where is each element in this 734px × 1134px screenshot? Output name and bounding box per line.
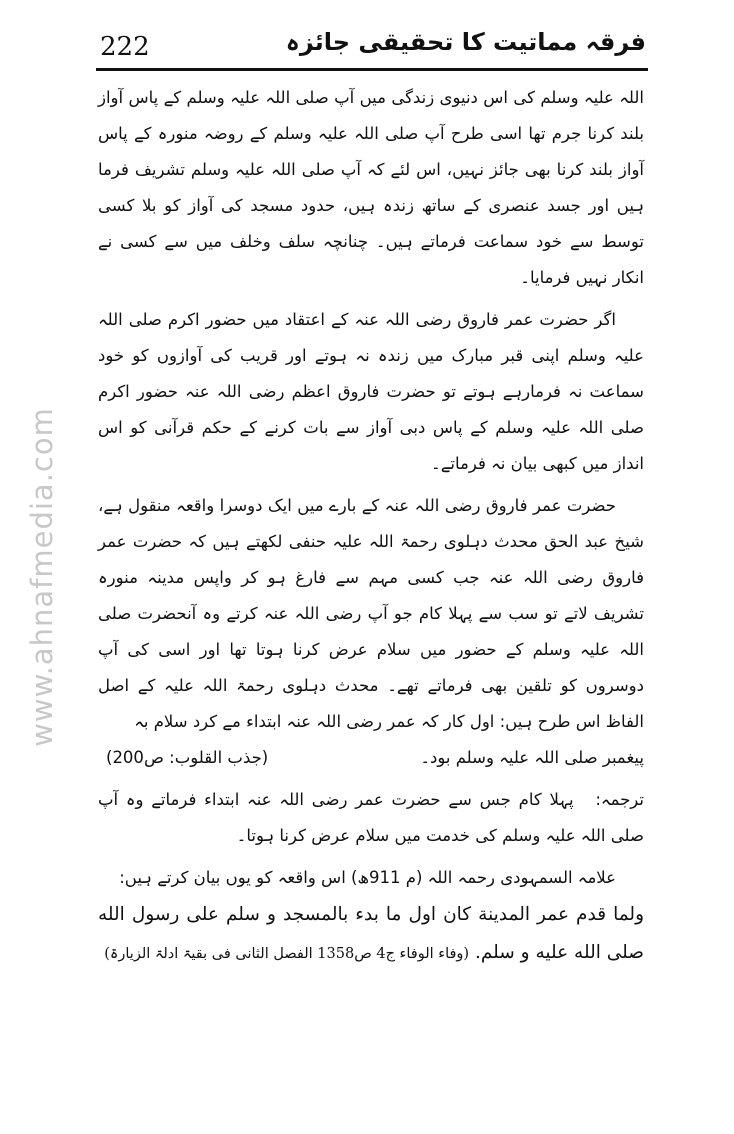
page-body (98, 80, 644, 973)
translation-text: پہلا کام جس سے حضرت عمر رضی اللہ عنہ ابتداء فرماتے وہ آپ صلی اللہ علیہ وسلم کی خدمت میں سلام عرض کرنا ہوتا۔ (98, 790, 644, 845)
translation (98, 782, 644, 854)
arabic-reference: (وفاء الوفاء ج4 ص1358 الفصل الثانی فی بقیۃ ادلۃ الزیارۃ) (104, 946, 470, 962)
paragraph-3-ending: پیغمبر صلی اللہ علیہ وسلم بود۔ (420, 748, 644, 767)
paragraph-1: اللہ علیہ وسلم کی اس دنیوی زندگی میں آپ صلی اللہ علیہ وسلم کے پاس آواز بلند کرنا جرم تھا اسی طرح آپ صلی اللہ علیہ وسلم کے روضہ منورہ کے پاس آواز بلند کرنا بھی جائز نہیں، اس لئے کہ آپ صلی اللہ علیہ وسلم تشریف فرما ہیں اور جسد عنصری کے ساتھ زندہ ہیں، حدود مسجد کی آواز کو بلا کسی توسط سے خود سماعت فرماتے ہیں۔ چنانچہ سلف وخلف میں سے کسی نے انکار نہیں فرمایا۔ (98, 88, 644, 287)
header-rule (96, 68, 648, 71)
arabic-quote-text: ولما قدم عمر المدينة كان اول ما بدء بالمسجد و سلم على رسول الله صلى الله عليه و سلم. (98, 904, 644, 963)
translation-label: ترجمہ: (595, 790, 645, 809)
page-number: 222 (100, 32, 150, 62)
arabic-quote (98, 896, 644, 973)
paragraph-4: علامہ السمہودی رحمہ اللہ (م 911ھ) اس واقعہ کو یوں بیان کرتے ہیں: (119, 868, 616, 887)
paragraph-3: حضرت عمر فاروق رضی اللہ عنہ کے بارے میں ایک دوسرا واقعہ منقول ہے، شیخ عبد الحق محدث دہلوی رحمۃ اللہ علیہ حنفی لکھتے ہیں کہ حضرت عمر فاروق رضی اللہ عنہ جب کسی مہم سے فارغ ہو کر واپس مدینہ منورہ تشریف لاتے تو سب سے پہلا کام جو آپ رضی اللہ عنہ کرتے وہ آنحضرت صلی اللہ علیہ وسلم کے حضور میں سلام عرض کرنا ہوتا تھا اور اسی کی آپ دوسروں کو تلقین بھی فرماتے تھے۔ محدث دہلوی رحمۃ اللہ علیہ کے اصل الفاظ اس طرح ہیں: اول کار کہ عمر رضی اللہ عنہ ابتداء مے کرد سلام بہ (98, 496, 644, 731)
running-header-title: فرقہ مماتیت کا تحقیقی جائزہ (285, 28, 646, 56)
watermark: www.ahnafmedia.com (25, 407, 59, 747)
paragraph-3-last-line (98, 740, 644, 776)
reference-jazb-ul-quloob: (جذب القلوب: ص200) (106, 748, 269, 767)
paragraph-2: اگر حضرت عمر فاروق رضی اللہ عنہ کے اعتقاد میں حضور اکرم صلی اللہ علیہ وسلم اپنی قبر مبارک میں زندہ نہ ہوتے اور قریب کی آوازوں کو خود سماعت نہ فرمارہے ہوتے تو حضرت فاروق اعظم رضی اللہ عنہ حضور اکرم صلی اللہ علیہ وسلم کے پاس دبی آواز سے بات کرنے کے حکم قرآنی کو اس انداز میں کبھی بیان نہ فرماتے۔ (98, 310, 644, 473)
